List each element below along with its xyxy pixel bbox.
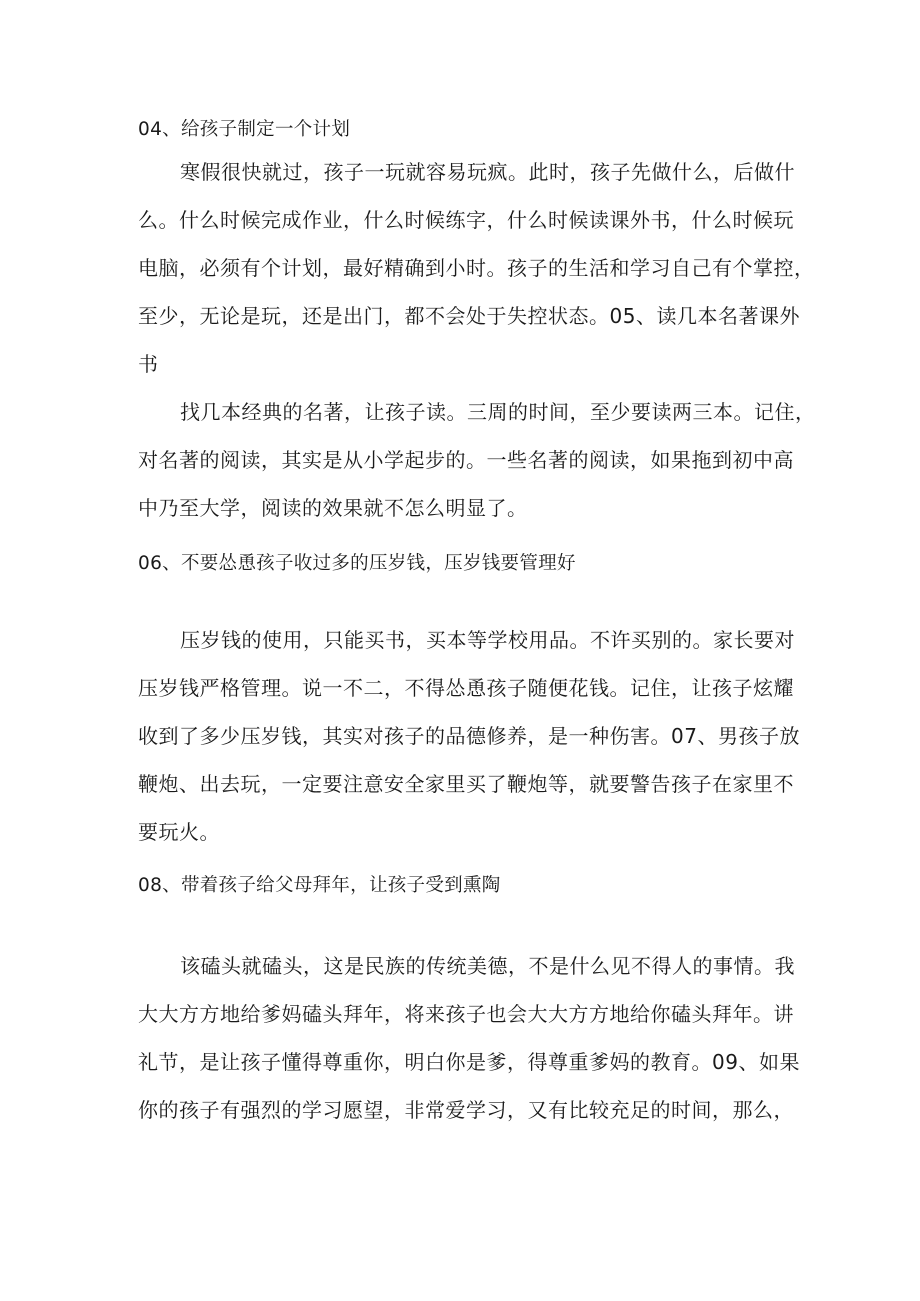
paragraph-08-line-2: 大大方方地给爹妈磕头拜年，将来孩子也会大大方方地给你磕头拜年。讲 (138, 1002, 794, 1026)
section-heading-08: 08、带着孩子给父母拜年，让孩子受到熏陶 (138, 875, 501, 896)
paragraph-04-line-3: 电脑，必须有个计划，最好精确到小时。孩子的生活和学习自己有个掌控， (138, 256, 815, 280)
paragraph-04-line-4: 至少，无论是玩，还是出门，都不会处于失控状态。05、读几本名著课外 (138, 304, 800, 328)
paragraph-06-line-2: 压岁钱严格管理。说一不二，不得怂恿孩子随便花钱。记住，让孩子炫耀 (138, 676, 794, 700)
paragraph-08-line-4: 你的孩子有强烈的学习愿望，非常爱学习，又有比较充足的时间，那么， (138, 1098, 794, 1122)
paragraph-08-line-1: 该磕头就磕头，这是民族的传统美德，不是什么见不得人的事情。我 (180, 954, 795, 978)
paragraph-06-line-1: 压岁钱的使用，只能买书，买本等学校用品。不许买别的。家长要对 (180, 628, 795, 652)
paragraph-05-line-2: 对名著的阅读，其实是从小学起步的。一些名著的阅读，如果拖到初中高 (138, 448, 794, 472)
paragraph-05-line-1: 找几本经典的名著，让孩子读。三周的时间，至少要读两三本。记住， (180, 400, 816, 424)
paragraph-04-line-1: 寒假很快就过，孩子一玩就容易玩疯。此时，孩子先做什么，后做什 (180, 160, 795, 184)
paragraph-06-line-3: 收到了多少压岁钱，其实对孩子的品德修养，是一种伤害。07、男孩子放 (138, 724, 800, 748)
paragraph-06-line-5: 要玩火。 (138, 820, 220, 844)
paragraph-06-line-4: 鞭炮、出去玩，一定要注意安全家里买了鞭炮等，就要警告孩子在家里不 (138, 772, 794, 796)
paragraph-05-line-3: 中乃至大学，阅读的效果就不怎么明显了。 (138, 496, 528, 520)
section-heading-04: 04、给孩子制定一个计划 (138, 119, 351, 140)
paragraph-08-line-3: 礼节，是让孩子懂得尊重你，明白你是爹，得尊重爹妈的教育。09、如果 (138, 1050, 800, 1074)
paragraph-04-line-5: 书 (138, 352, 159, 376)
section-heading-06: 06、不要怂恿孩子收过多的压岁钱，压岁钱要管理好 (138, 553, 576, 574)
paragraph-04-line-2: 么。什么时候完成作业，什么时候练字，什么时候读课外书，什么时候玩 (138, 208, 794, 232)
